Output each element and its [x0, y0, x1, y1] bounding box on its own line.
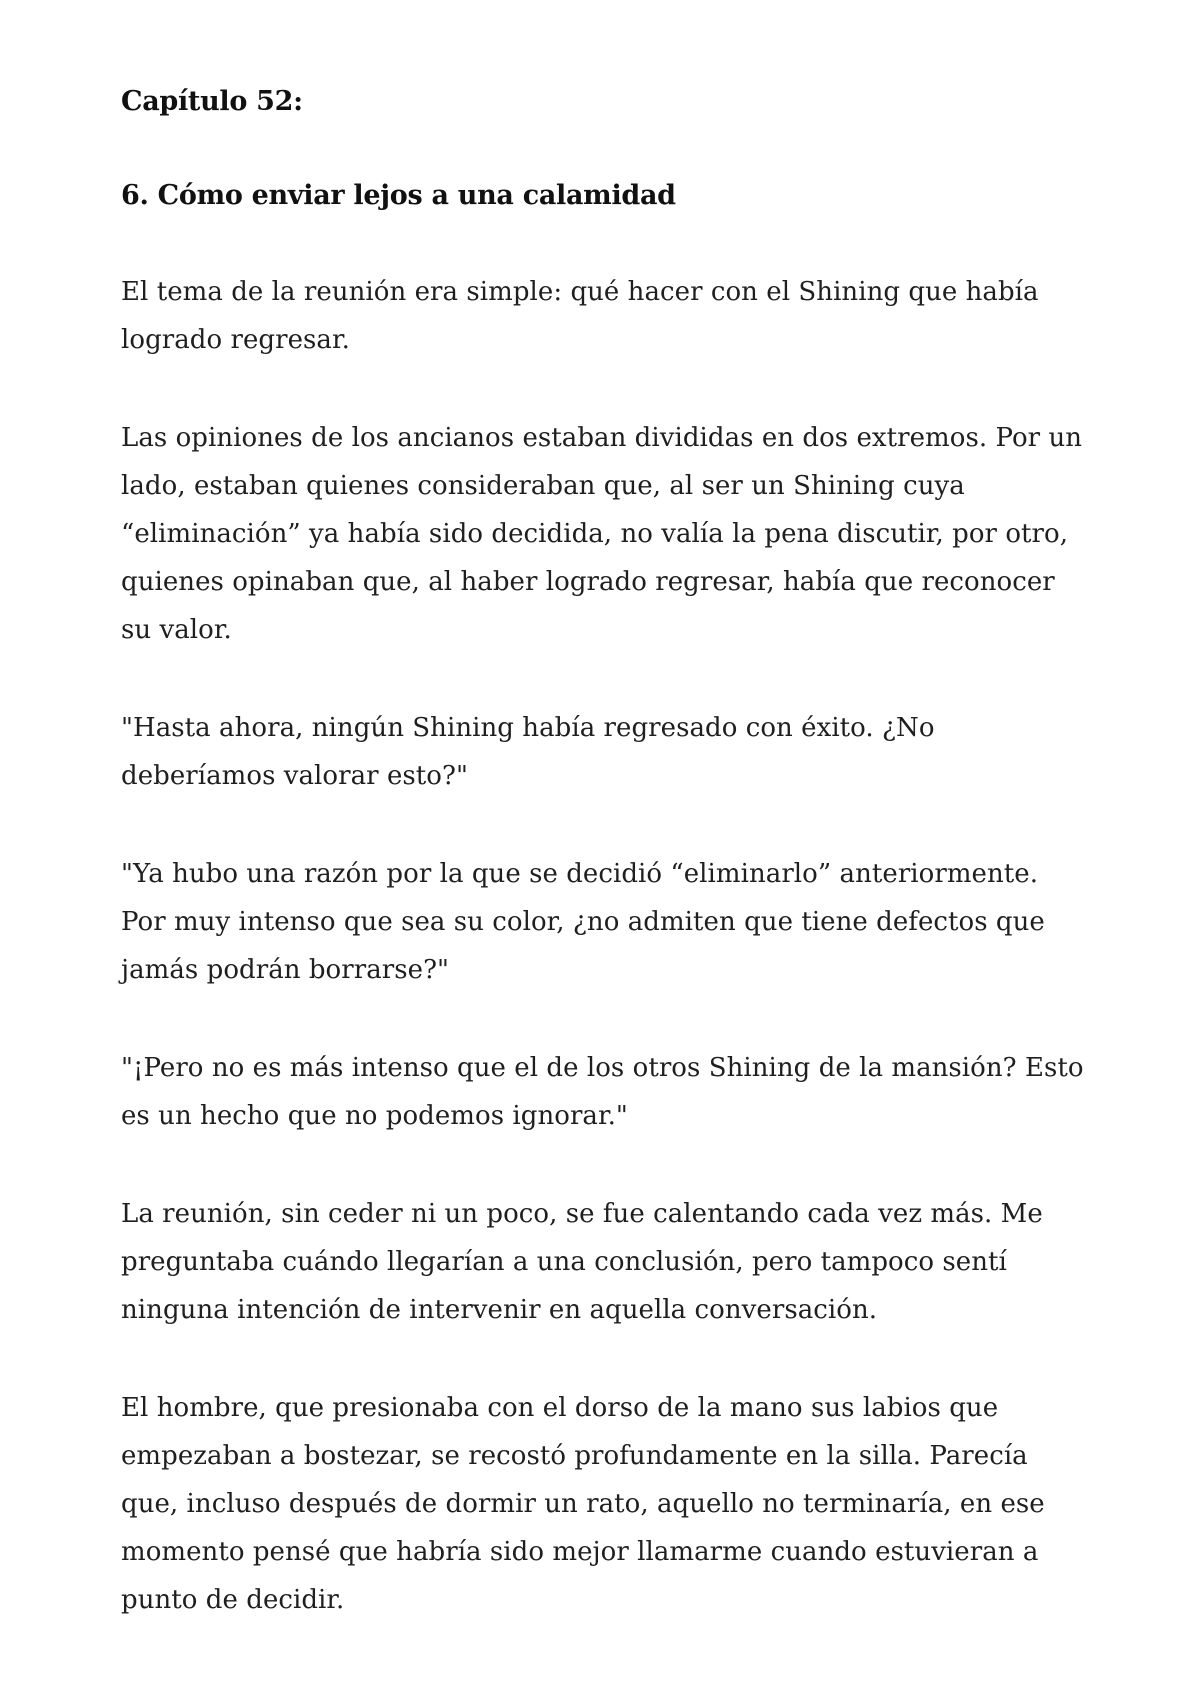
- dialogue-intensity: "¡Pero no es más intenso que el de los otros Shining de la mansión? Esto es un hecho que no podemos ignorar.": [121, 1053, 1084, 1131]
- section-title: 6. Cómo enviar lejos a una calamidad: [121, 180, 676, 211]
- dialogue-defects: "Ya hubo una razón por la que se decidió “eliminarlo” anteriormente. Por muy intenso que sea su color, ¿no admiten que tiene defectos que jamás podrán borrarse?": [121, 859, 1045, 985]
- document-content: [121, 82, 1091, 1674]
- paragraph-elders-opinions: Las opiniones de los ancianos estaban divididas en dos extremos. Por un lado, estaban quienes consideraban que, al ser un Shining cuya “eliminación” ya había sido decidida, no valía la pena discutir, por otro, quienes opinaban que, al haber logrado regresar, había que reconocer su valor.: [121, 423, 1083, 645]
- paragraph-meeting-topic: El tema de la reunión era simple: qué hacer con el Shining que había logrado regresar.: [121, 277, 1039, 355]
- dialogue-value-return: "Hasta ahora, ningún Shining había regresado con éxito. ¿No deberíamos valorar esto?": [121, 713, 935, 791]
- paragraph-meeting-heats-up: La reunión, sin ceder ni un poco, se fue calentando cada vez más. Me preguntaba cuándo llegarían a una conclusión, pero tampoco sentí ninguna intención de intervenir en aquella conversación.: [121, 1199, 1043, 1325]
- paragraph-man-yawning: El hombre, que presionaba con el dorso de la mano sus labios que empezaban a bostezar, se recostó profundamente en la silla. Parecía que, incluso después de dormir un rato, aquello no terminaría, en ese momento pensé que habría sido mejor llamarme cuando estuvieran a punto de decidir.: [121, 1393, 1045, 1615]
- chapter-label: Capítulo 52:: [121, 86, 303, 117]
